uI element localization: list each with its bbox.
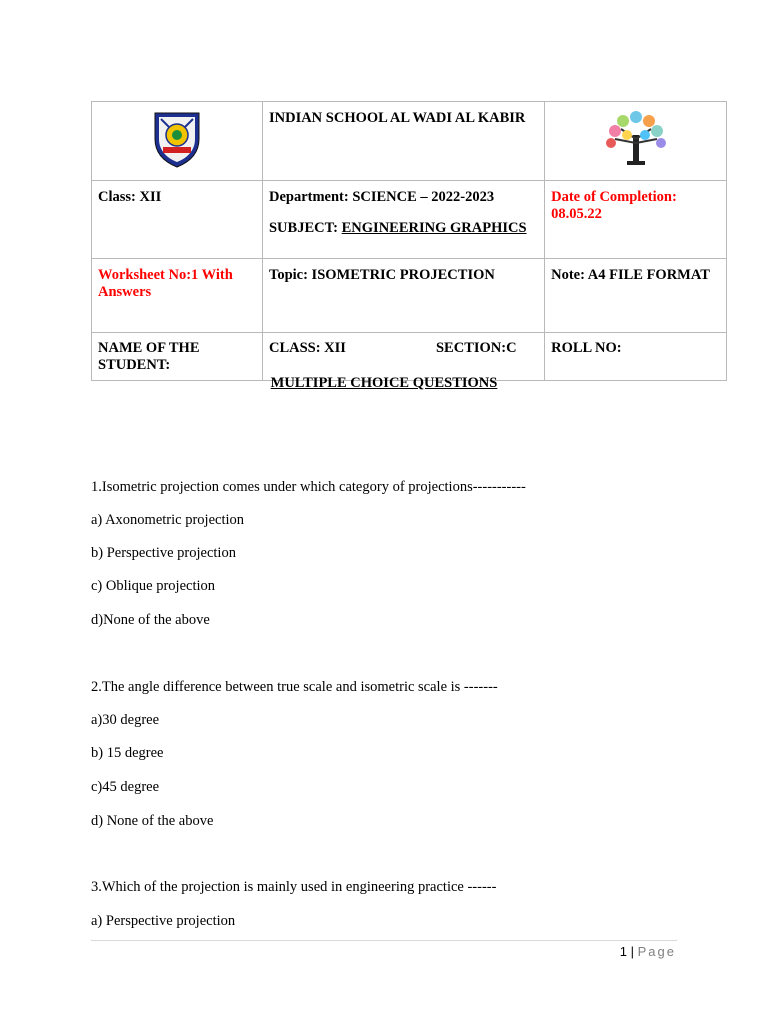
- subject-label: SUBJECT:: [268, 220, 342, 236]
- student-name-label: NAME OF THE STUDENT:: [98, 340, 200, 373]
- note-cell: [545, 259, 727, 333]
- date-cell: [545, 181, 727, 259]
- school-crest-logo: [149, 109, 205, 169]
- q2-option-b: b) 15 degree: [91, 745, 164, 761]
- subject-value: ENGINEERING GRAPHICS: [341, 220, 527, 236]
- class-label: CLASS: XII: [268, 340, 346, 356]
- student-name-cell: [92, 333, 263, 381]
- q2-option-a: a)30 degree: [91, 712, 160, 728]
- school-name: INDIAN SCHOOL AL WADI AL KABIR: [268, 110, 526, 126]
- header-row-worksheet: [92, 259, 727, 333]
- footer-separator: |: [630, 944, 634, 959]
- class-text: Class: XII: [98, 189, 162, 205]
- class-section-cell: [262, 333, 544, 381]
- q2-option-c: c)45 degree: [91, 779, 160, 795]
- q3-option-a: a) Perspective projection: [91, 913, 236, 929]
- q1-option-b: b) Perspective projection: [91, 545, 236, 561]
- q1-option-c: c) Oblique projection: [91, 578, 216, 594]
- roll-label: ROLL NO:: [551, 340, 622, 356]
- header-row-school: [92, 102, 727, 181]
- question-3: 3.Which of the projection is mainly used in engineering practice ------: [91, 879, 497, 895]
- section-label: SECTION:C: [435, 340, 517, 356]
- question-2: 2.The angle difference between true scale and isometric scale is -------: [91, 679, 498, 695]
- footer-divider: [91, 940, 677, 941]
- q1-option-a: a) Axonometric projection: [91, 512, 245, 528]
- page-footer: [620, 944, 676, 959]
- tree-logo-cell: [545, 102, 727, 181]
- q2-option-d: d) None of the above: [91, 813, 214, 829]
- header-row-student: [92, 333, 727, 381]
- department-text: Department: SCIENCE – 2022-2023: [268, 189, 495, 205]
- page-number: 1: [619, 944, 627, 959]
- date-label: Date of Completion:: [551, 189, 677, 205]
- mcq-title: MULTIPLE CHOICE QUESTIONS: [270, 375, 498, 391]
- roll-cell: [545, 333, 727, 381]
- school-name-cell: [262, 102, 544, 181]
- logo-cell: [92, 102, 263, 181]
- page-word: Page: [637, 944, 676, 959]
- note-text: Note: A4 FILE FORMAT: [551, 267, 710, 283]
- date-value: 08.05.22: [551, 206, 602, 222]
- q1-option-d: d)None of the above: [91, 612, 210, 628]
- subject-line: [269, 220, 538, 237]
- header-table: [91, 101, 727, 381]
- tree-infographic-logo: [601, 109, 671, 167]
- header-row-class: [92, 181, 727, 259]
- department-cell: [262, 181, 544, 259]
- question-1: 1.Isometric projection comes under which category of projections-----------: [91, 479, 526, 495]
- worksheet-cell: [92, 259, 263, 333]
- topic-text: Topic: ISOMETRIC PROJECTION: [268, 267, 495, 283]
- worksheet-text: Worksheet No:1 With Answers: [98, 267, 233, 300]
- topic-cell: [262, 259, 544, 333]
- class-cell: [92, 181, 263, 259]
